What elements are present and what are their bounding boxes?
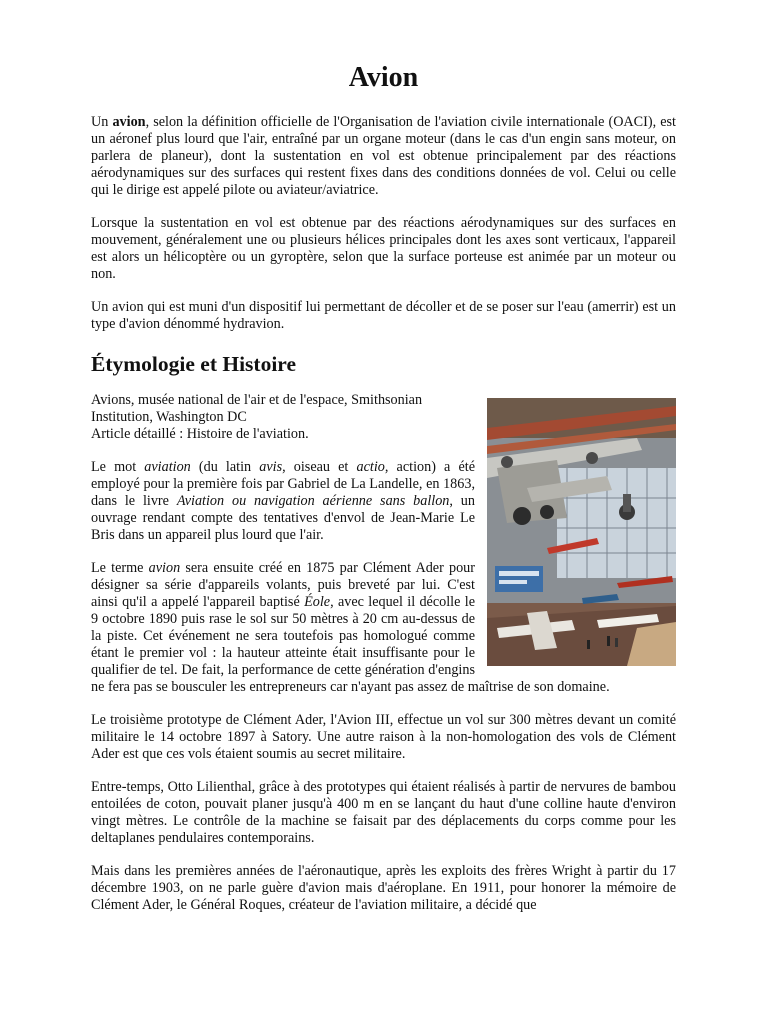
related-article-link[interactable]: Article détaillé : Histoire de l'aviation. [91, 425, 309, 442]
text-run: , action) a été employé pour la première fois par Gabriel de La Landelle, en 1863, dans le livre [91, 459, 475, 509]
italic-term: Aviation ou navigation aérienne sans ballon [176, 493, 450, 509]
section-heading: Étymologie et Histoire [91, 351, 296, 376]
text-run: , avec lequel il décolle le 9 octobre 1890 puis rase le sol sur 50 mètres à 20 cm au-dessus de la piste. Cet événement ne sera toutefois pas homologué comme étant le premier vol : la hauteur atteinte était insuffisante pour le qualifier de tel. De fait, la performance de cette génération d'engins ne fera pas se bousculer les entrepreneurs car n'ayant pas assez de maîtrise de son domaine. [91, 594, 610, 695]
text-run: (du latin [190, 459, 260, 476]
document-page [91, 58, 676, 931]
text-run: , un ouvrage rendant compte des tentatives d'envol de Jean-Marie Le Bris dans un appareil plus lourd que l'air. [91, 493, 475, 543]
intro-paragraph-2: Lorsque la sustentation en vol est obtenue par des réactions aérodynamiques sur des surfaces en mouvement, généralement une ou plusieurs hélices principales dont les axes sont verticaux, l'appareil est alors un hélicoptère ou un gyroptère, selon que la surface porteuse est animée par un moteur ou non. [91, 215, 676, 282]
intro-paragraph-1 [91, 114, 676, 199]
page-title: Avion [348, 62, 419, 93]
bold-term: avion [112, 114, 146, 130]
text-run: sera ensuite créé en 1875 par Clément Ader pour désigner sa série d'appareils volants, puis breveté par lui. C'est ainsi qu'il a appelé l'appareil baptisé [91, 560, 475, 611]
aircraft-photo-icon [487, 398, 676, 666]
wright-paragraph: Mais dans les premières années de l'aéronautique, après les exploits des frères Wright à partir du 17 décembre 1903, on ne parle guère d'avion mais d'aéroplane. En 1911, pour honorer la mémoire de Clément Ader, le Général Roques, créateur de l'aviation militaire, a décidé que [91, 863, 676, 914]
text-run: , oiseau et [282, 459, 357, 476]
italic-term: actio [356, 459, 385, 476]
avion-iii-paragraph: Le troisième prototype de Clément Ader, l'Avion III, effectue un vol sur 300 mètres devant un comité militaire le 14 octobre 1897 à Satory. Une autre raison à la non-homologation des vols de Clément Ader est que ces vols étaient soumis au secret militaire. [91, 711, 676, 762]
lilienthal-paragraph: Entre-temps, Otto Lilienthal, grâce à des prototypes qui étaient réalisés à partir de nervures de bambou entoilées de coton, pouvait planer jusqu'à 400 m en se lançant du haut d'une colline haute d'environ vingt mètres. Le contrôle de la machine se faisait par des déplacements du corps comme pour les deltaplanes pendulaires contemporains. [91, 779, 676, 846]
italic-term: avis [259, 459, 283, 476]
italic-term: aviation [144, 459, 191, 476]
text-run: Le terme [91, 560, 149, 577]
text-run: , selon la définition officielle de l'Organisation de l'aviation civile internationale (OACI), est un aéronef plus lourd que l'air, entraîné par un organe moteur (dans le cas d'un engin sans moteur, on parlera de planeur), dont la sustentation en vol est obtenue principalement par des réactions aérodynamiques sur des surfaces qui restent fixes dans des conditions données de vol. Celui ou celle qui le dirige est appelé pilote ou aviateur/aviatrice. [91, 114, 676, 198]
italic-term: Éole [304, 594, 331, 611]
caption-text: Avions, musée national de l'air et de l'espace, Smithsonian Institution, Washington DC [91, 391, 423, 425]
text-run: Un [91, 114, 113, 130]
museum-aircraft-photo [487, 398, 676, 666]
text-run: Le mot [91, 459, 145, 476]
italic-term: avion [148, 560, 181, 577]
intro-paragraph-3: Un avion qui est muni d'un dispositif lui permettant de décoller et de se poser sur l'eau (amerrir) est un type d'avion dénommé hydravion. [91, 299, 676, 333]
